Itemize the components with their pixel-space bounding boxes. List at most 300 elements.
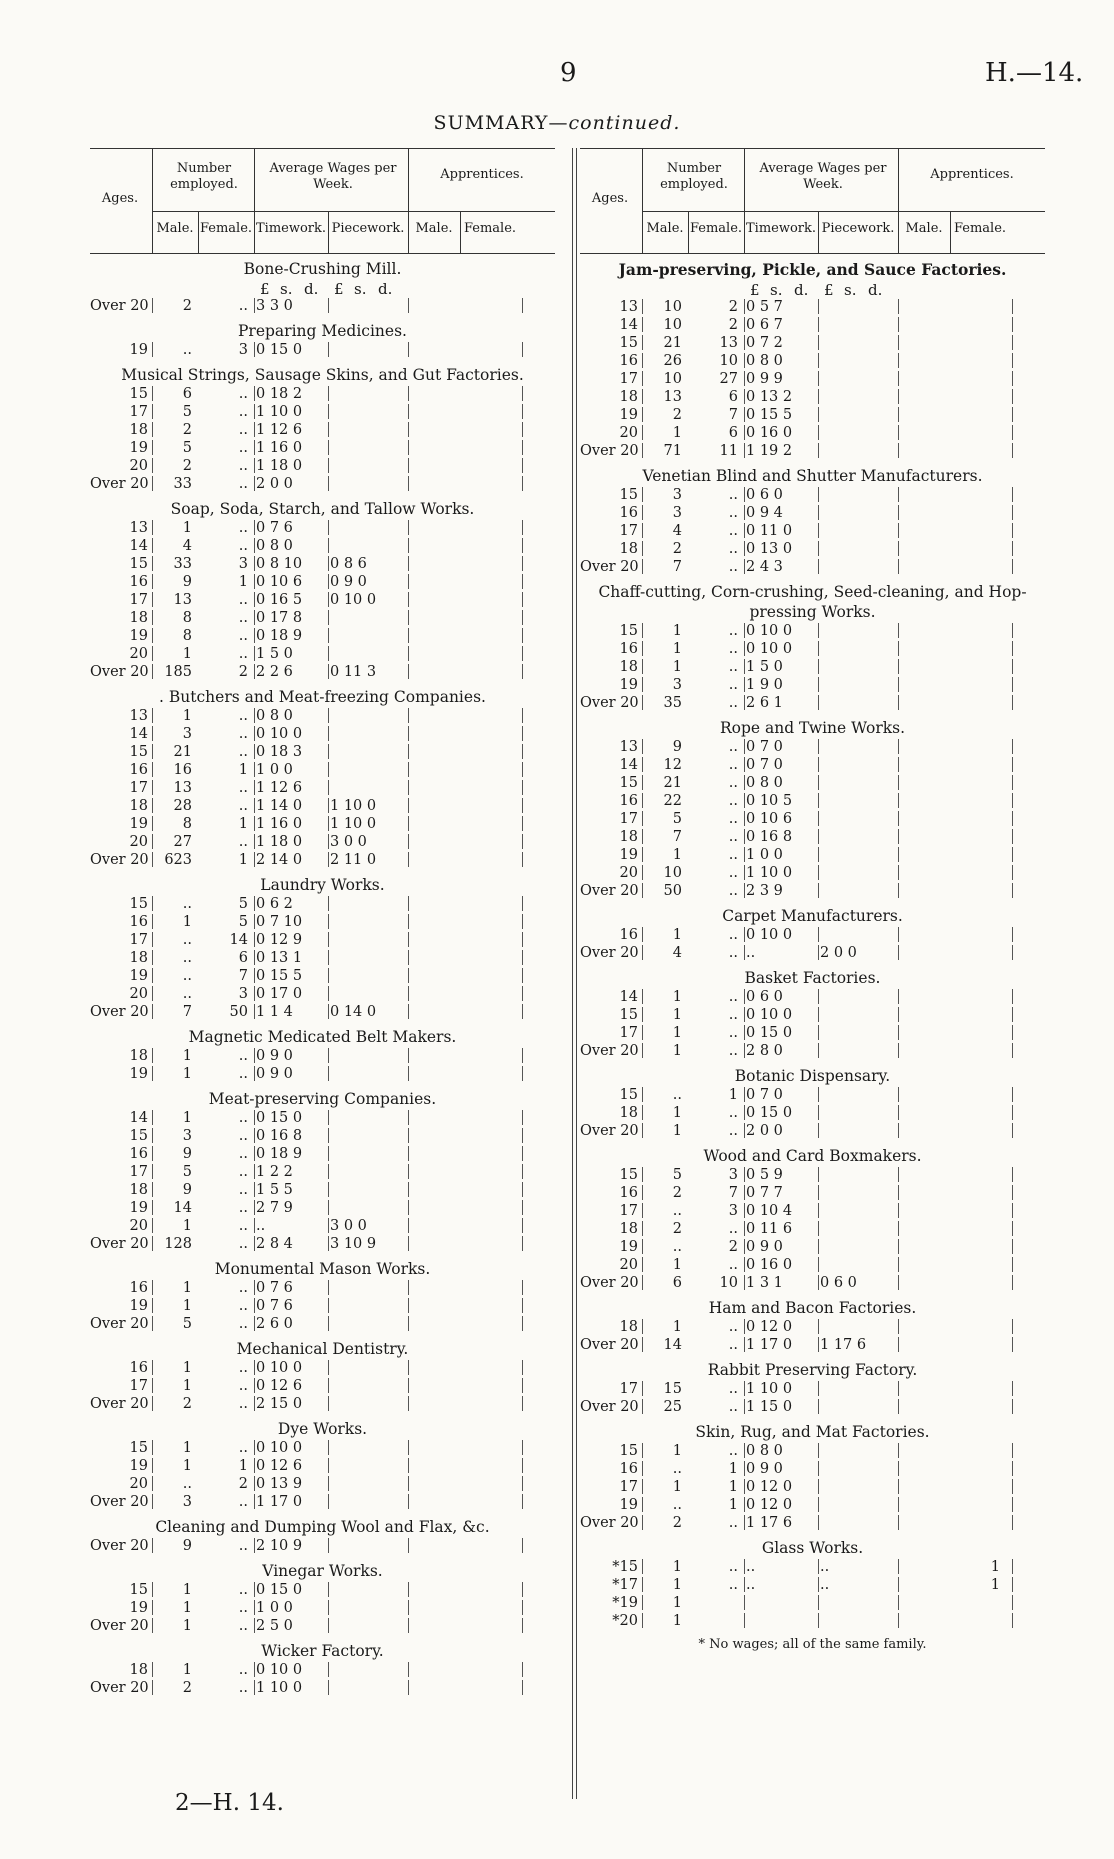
column-rule [898,927,899,942]
column-rule [328,1378,329,1393]
column-rule [522,440,523,455]
timework-wage: 0 13 2 [746,389,793,405]
female-count: 1 [728,1479,738,1495]
column-rule [328,968,329,983]
timework-wage: 0 17 0 [256,986,303,1002]
column-rule [408,968,409,983]
column-rule [522,404,523,419]
female-count: .. [728,523,738,539]
table-row [580,1319,1045,1337]
column-rule [1012,1577,1013,1592]
column-rule [642,695,643,710]
section-title: Wood and Card Boxmakers. [703,1147,922,1165]
table-row [90,932,555,950]
male-count: 1 [182,1440,192,1456]
column-rule [898,757,899,772]
column-rule [328,592,329,607]
column-rule [642,1167,643,1182]
table-row [90,1218,555,1236]
age-cell: Over 20 [580,1337,639,1353]
column-rule [254,1582,255,1597]
timework-wage: 1 10 0 [256,404,303,420]
table-row [580,739,1045,757]
table-row [90,404,555,422]
column-rule [328,342,329,357]
female-count: .. [238,1236,248,1252]
female-count: .. [728,487,738,503]
column-rule [254,1236,255,1251]
column-rule [408,342,409,357]
piecework-wage: 1 10 0 [330,816,377,832]
male-count: .. [182,932,192,948]
male-count: 6 [182,386,192,402]
table-row [580,317,1045,335]
column-rule [522,798,523,813]
male-count: .. [672,1461,682,1477]
column-rule [328,574,329,589]
table-row [580,775,1045,793]
column-rule [152,1458,153,1473]
male-count: .. [182,950,192,966]
female-count: 6 [728,425,738,441]
column-rule [898,989,899,1004]
table-row [90,646,555,664]
column-rule [1012,1595,1013,1610]
male-count: 1 [182,914,192,930]
timework-wage: 1 12 6 [256,780,303,796]
piecework-wage: 0 10 0 [330,592,377,608]
column-rule [328,1618,329,1633]
female-count: 3 [238,342,248,358]
age-cell: 17 [619,1479,638,1495]
column-rule [818,1319,819,1334]
column-rule [744,1007,745,1022]
section-title: Bone-Crushing Mill. [243,260,402,278]
header-ages: Ages. [591,191,629,206]
female-count: .. [728,739,738,755]
column-rule [522,914,523,929]
column-rule [898,1185,899,1200]
column-rule [744,927,745,942]
timework-wage: 0 5 9 [746,1167,783,1183]
footnote: * No wages; all of the same family. [698,1637,927,1652]
column-rule [522,780,523,795]
header-number-employed: Number employed. [660,161,728,192]
column-rule [818,847,819,862]
male-count: 1 [672,1577,682,1593]
column-rule [152,852,153,867]
male-count: 3 [182,1494,192,1510]
female-count: .. [238,646,248,662]
male-count: .. [672,1087,682,1103]
timework-wage: 0 15 5 [746,407,793,423]
column-rule [328,1298,329,1313]
female-count: .. [238,798,248,814]
column-rule [408,932,409,947]
age-cell: 17 [619,811,638,827]
timework-wage: 0 16 8 [746,829,793,845]
table-row [580,1007,1045,1025]
column-rule [642,883,643,898]
table-row [580,847,1045,865]
column-rule [1012,659,1013,674]
column-rule [408,1004,409,1019]
column-rule [744,487,745,502]
column-rule [254,1360,255,1375]
male-count: 21 [173,744,192,760]
age-cell: 19 [129,1066,148,1082]
age-cell: 16 [619,927,638,943]
column-rule [152,664,153,679]
column-rule [1012,1167,1013,1182]
column-rule [328,538,329,553]
female-count: 2 [728,317,738,333]
column-rule [152,1618,153,1633]
timework-wage: 1 0 0 [256,762,293,778]
header-rule [152,211,555,212]
column-rule [898,1043,899,1058]
column-rule [898,1443,899,1458]
column-rule [642,523,643,538]
column-rule [328,1600,329,1615]
column-rule [522,628,523,643]
timework-wage: 0 7 0 [746,1087,783,1103]
column-rule [744,677,745,692]
column-rule [898,847,899,862]
age-cell: 19 [129,816,148,832]
timework-wage: 2 6 1 [746,695,783,711]
piecework-wage: 3 10 9 [330,1236,377,1252]
female-count: .. [238,476,248,492]
age-cell: Over 20 [90,1538,149,1554]
column-rule [642,407,643,422]
table-row [90,610,555,628]
timework-wage: 0 7 6 [256,1298,293,1314]
column-rule [408,798,409,813]
column-rule [152,1146,153,1161]
timework-wage: 1 1 4 [256,1004,293,1020]
table-row [90,520,555,538]
table-row [90,1662,555,1680]
female-count: .. [238,440,248,456]
column-rule [898,523,899,538]
female-count: 3 [238,986,248,1002]
timework-wage: 1 14 0 [256,798,303,814]
column-rule [898,299,899,314]
column-rule [1012,1461,1013,1476]
apprentice-female: 1 [990,1577,1000,1593]
header-ages: Ages. [101,191,139,206]
male-count: 1 [182,1110,192,1126]
column-rule [328,1236,329,1251]
female-count: .. [238,1182,248,1198]
female-count: .. [728,945,738,961]
column-rule [152,574,153,589]
column-rule [408,1298,409,1313]
table-row [580,1167,1045,1185]
table-row [90,1280,555,1298]
column-rule [328,1662,329,1677]
male-count: 9 [672,739,682,755]
header-rule [898,149,899,253]
male-count: 1 [672,1559,682,1575]
column-rule [642,1275,643,1290]
column-rule [898,1497,899,1512]
column-rule [254,1476,255,1491]
column-rule [898,829,899,844]
column-rule [744,1203,745,1218]
column-rule [642,927,643,942]
male-count: 71 [663,443,682,459]
timework-wage: 1 16 0 [256,440,303,456]
column-rule [744,739,745,754]
table-row [580,1399,1045,1417]
table-row [580,541,1045,559]
column-rule [744,1043,745,1058]
column-rule [522,1396,523,1411]
female-count: 10 [719,1275,738,1291]
table-row [90,1182,555,1200]
age-cell: Over 20 [580,883,639,899]
male-count: 1 [672,1257,682,1273]
male-count: 1 [182,1458,192,1474]
age-cell: Over 20 [580,1275,639,1291]
column-rule [328,664,329,679]
age-cell: 20 [129,458,148,474]
table-row [580,1087,1045,1105]
age-cell: 16 [619,793,638,809]
female-count: 6 [728,389,738,405]
column-rule [898,677,899,692]
section-title: Glass Works. [761,1539,864,1557]
male-count: 1 [182,1218,192,1234]
male-count: 2 [672,1515,682,1531]
column-rule [1012,1105,1013,1120]
male-count: 26 [663,353,682,369]
column-rule [1012,335,1013,350]
column-rule [642,1479,643,1494]
column-rule [254,1662,255,1677]
age-cell: 19 [129,440,148,456]
column-rule [898,505,899,520]
column-rule [818,425,819,440]
age-cell: Over 20 [580,695,639,711]
male-count: 4 [672,945,682,961]
column-rule [254,852,255,867]
column-rule [818,389,819,404]
column-divider [576,148,577,1799]
column-rule [522,298,523,313]
column-rule [408,1458,409,1473]
male-count: 2 [182,1680,192,1696]
column-rule [818,1025,819,1040]
female-count: .. [238,298,248,314]
column-rule [818,623,819,638]
male-count: 2 [672,541,682,557]
section-title: Ham and Bacon Factories. [708,1299,917,1317]
timework-wage: 2 4 3 [746,559,783,575]
piecework-wage: 1 17 6 [820,1337,867,1353]
table-row [90,386,555,404]
table-header [90,148,555,254]
female-count: .. [728,865,738,881]
column-rule [408,852,409,867]
column-rule [818,1399,819,1414]
female-count: .. [728,1123,738,1139]
timework-wage: 0 12 0 [746,1479,793,1495]
age-cell: 20 [129,646,148,662]
column-rule [818,1497,819,1512]
piecework-wage: 0 14 0 [330,1004,377,1020]
column-rule [408,1316,409,1331]
male-count: 3 [672,487,682,503]
timework-wage: 1 12 6 [256,422,303,438]
table-row [90,1110,555,1128]
female-count: .. [728,559,738,575]
column-rule [254,1316,255,1331]
male-count: 1 [182,1298,192,1314]
age-cell: 20 [129,986,148,1002]
table-row [580,425,1045,443]
column-rule [152,1476,153,1491]
column-rule [898,623,899,638]
column-rule [522,342,523,357]
age-cell: 18 [619,1319,638,1335]
age-cell: *19 [612,1595,638,1611]
age-cell: 15 [129,1128,148,1144]
column-rule [328,610,329,625]
column-rule [744,865,745,880]
column-rule [328,520,329,535]
column-rule [522,1004,523,1019]
column-rule [254,762,255,777]
female-count: 14 [229,932,248,948]
table-row [90,1440,555,1458]
column-rule [522,950,523,965]
column-rule [408,1662,409,1677]
male-count: 2 [672,1185,682,1201]
column-rule [522,1476,523,1491]
age-cell: 18 [129,950,148,966]
column-rule [1012,1559,1013,1574]
female-count: 2 [238,1476,248,1492]
column-rule [898,793,899,808]
male-count: 1 [182,1662,192,1678]
header-rule [198,211,199,253]
column-rule [328,1458,329,1473]
column-rule [744,1461,745,1476]
table-row [90,1004,555,1022]
column-rule [408,1600,409,1615]
female-count: .. [728,659,738,675]
column-rule [328,404,329,419]
timework-wage: 0 9 0 [256,1066,293,1082]
column-rule [328,1004,329,1019]
male-count: 623 [164,852,192,868]
male-count: 1 [182,1582,192,1598]
female-count: .. [728,1515,738,1531]
column-rule [744,757,745,772]
age-cell: 15 [619,623,638,639]
column-rule [898,1087,899,1102]
timework-wage: 0 9 0 [256,1048,293,1064]
table-row [580,407,1045,425]
column-rule [408,556,409,571]
column-rule [328,1182,329,1197]
age-cell: 14 [619,317,638,333]
column-rule [328,708,329,723]
column-rule [642,1461,643,1476]
age-cell: 14 [129,538,148,554]
column-rule [818,541,819,556]
column-rule [642,1123,643,1138]
column-rule [254,1280,255,1295]
column-rule [408,914,409,929]
table-row [580,1497,1045,1515]
age-cell: Over 20 [580,1123,639,1139]
female-count: .. [238,628,248,644]
column-rule [522,1298,523,1313]
male-count: 5 [672,811,682,827]
header-piecework: Piecework. [331,221,405,236]
column-rule [408,1128,409,1143]
column-rule [744,389,745,404]
timework-wage: 0 9 0 [746,1461,783,1477]
section-title: Cleaning and Dumping Wool and Flax, &c. [155,1518,490,1536]
column-rule [522,1680,523,1695]
column-rule [1012,1123,1013,1138]
timework-wage: 0 10 0 [256,1440,303,1456]
age-cell: Over 20 [580,443,639,459]
column-rule [254,1146,255,1161]
column-rule [744,1515,745,1530]
table-row [580,371,1045,389]
age-cell: Over 20 [90,1618,149,1634]
female-count: .. [728,541,738,557]
table-row [90,664,555,682]
column-rule [254,816,255,831]
timework-wage: 0 7 2 [746,335,783,351]
column-rule [254,538,255,553]
column-rule [744,1577,745,1592]
timework-wage: 2 15 0 [256,1396,303,1412]
column-rule [522,538,523,553]
column-rule [642,559,643,574]
male-count: 185 [164,664,192,680]
age-cell: 14 [619,989,638,1005]
column-rule [642,739,643,754]
column-rule [642,353,643,368]
female-count: .. [728,927,738,943]
age-cell: 17 [619,1381,638,1397]
column-rule [1012,1257,1013,1272]
age-cell: 15 [619,335,638,351]
section-title: Mechanical Dentistry. [236,1340,409,1358]
column-rule [254,664,255,679]
column-rule [898,425,899,440]
column-rule [522,816,523,831]
column-rule [744,1337,745,1352]
column-rule [408,628,409,643]
column-rule [642,335,643,350]
column-rule [408,592,409,607]
column-rule [254,404,255,419]
column-rule [328,1494,329,1509]
column-rule [152,1200,153,1215]
column-rule [1012,505,1013,520]
column-rule [408,574,409,589]
column-rule [898,1221,899,1236]
